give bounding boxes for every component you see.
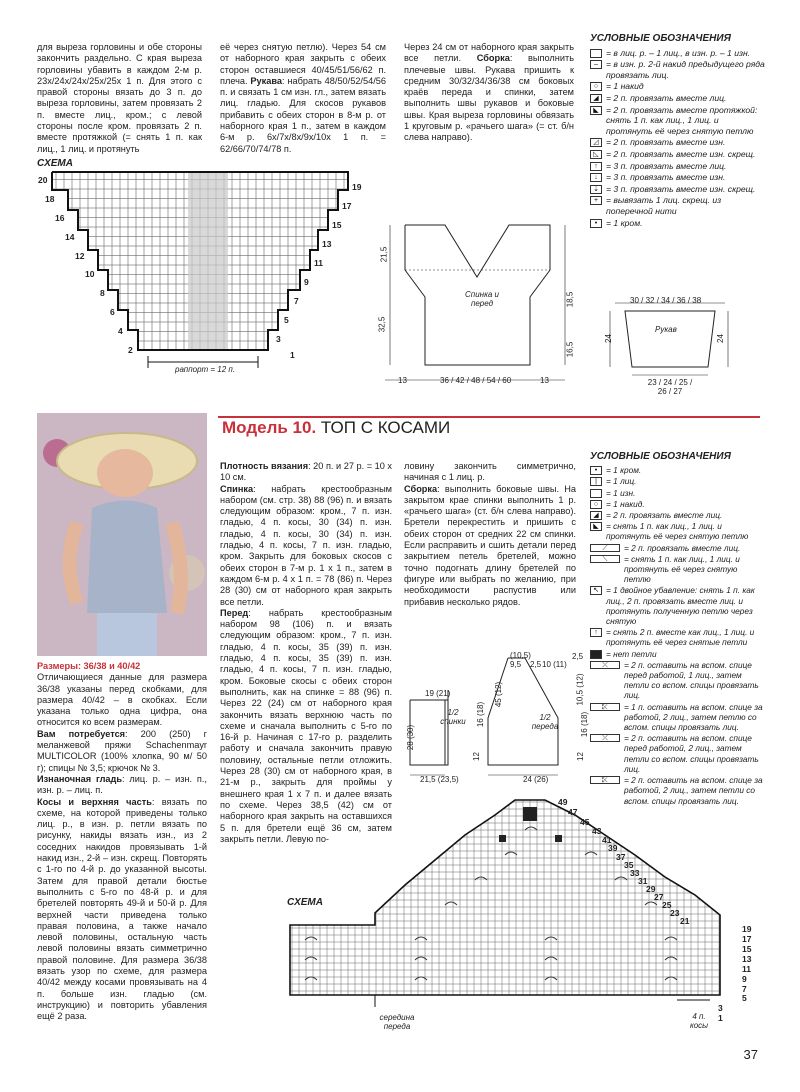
row-number: 14 <box>65 232 75 242</box>
row-number: 13 <box>742 954 752 964</box>
legend-text: = 1 накид <box>606 81 644 92</box>
dim-label: 32,5 <box>377 316 387 333</box>
row-number: 10 <box>85 269 95 279</box>
row-number: 23 <box>670 908 680 918</box>
dim-label: 16 (18) <box>476 701 486 728</box>
paragraph: : лиц. р. – изн. п., изн. р. – лиц. п. <box>37 773 207 796</box>
dim-label: 10 (11) <box>542 660 567 669</box>
row-number: 15 <box>742 944 752 954</box>
middle-text <box>220 461 392 845</box>
ssk-symbol-icon: ◣ <box>590 106 602 115</box>
row-number: 9 <box>742 974 747 984</box>
model-title <box>222 418 450 438</box>
dim-label: 45 (12) <box>494 681 504 708</box>
left-text <box>37 661 207 1023</box>
chart-1-grid <box>48 170 358 370</box>
row-number: 43 <box>592 826 602 836</box>
dim-label: 16,5 <box>565 341 575 358</box>
legend-text: = 3 п. провязать вместе изн. <box>606 172 726 183</box>
legend-text: = 3 п. провязать вместе лиц. <box>606 160 727 171</box>
row-number: 9 <box>304 277 309 287</box>
legend-text: = 3 п. провязать вместе изн. скрещ. <box>606 183 756 194</box>
dim-label: 21,5 (23,5) <box>420 775 459 784</box>
row-number: 45 <box>580 817 590 827</box>
legend-text: = 1 кром. <box>606 217 643 228</box>
dim-label: 21,5 <box>379 246 389 263</box>
dim-label: 13 <box>398 376 407 385</box>
purl-symbol-icon <box>590 489 602 498</box>
ssk-wide-symbol-icon: ⟍ <box>590 555 620 563</box>
paragraph: : вязать по схеме, на которой приведены только лиц. р., в изн. р. петли вязать по рисунку, накиды вязать изн., из 2 соседних накидов провязывать 1-й накид изн., 2-й – изн. скрещ. Повторять с 1-го по 4-й р. до указанной высоты. Затем для правой детали бюстье выполнить с 5-го по 48-й р. и для бретелей повторять 49-й и 50-й р. Для верхней части приведена только правая половина, а также начало левой половины, остальную часть левой половины вязать симметрично правой половине. Для размера 36/38 вязать узор по схеме, для размера 40/42 между косами провязывать на 4 п. больше изн. гладью (см. инструкцию) и повторить убавления ещё 2 раза. <box>37 796 207 1022</box>
body-label: Спинка и перед <box>465 290 499 308</box>
double-decrease-symbol-icon: ↖ <box>590 586 602 595</box>
row-number: 33 <box>630 868 640 878</box>
repeat-label: раппорт = 12 п. <box>175 365 236 374</box>
legend-text: = 1 накид. <box>606 498 645 509</box>
model-name: ТОП С КОСАМИ <box>316 418 451 437</box>
paragraph: : выполнить плечевые швы. Рукава пришить к средним 30/32/34/36/38 см боковых краёв переда и спинки, затем выполнить швы рукавов и боковые швы. Края выреза горловины обвязать 1 круговым р. «рачьего шага» (= ст. б/н слева направо). <box>404 53 574 143</box>
dim-label: 2,5 <box>572 652 584 661</box>
row-number: 3 <box>718 1003 723 1013</box>
legend-text: = вывязать 1 лиц. скрещ. из поперечной нити <box>606 195 722 216</box>
no-stitch-symbol-icon <box>590 650 602 659</box>
legend-title: УСЛОВНЫЕ ОБОЗНАЧЕНИЯ <box>590 451 731 462</box>
top-text-col3 <box>404 42 574 144</box>
legend-text: = 1 изн. <box>606 487 636 498</box>
section-label: Перед <box>220 607 249 618</box>
legend-text: = 2 п. провязать вместе изн. <box>606 137 726 148</box>
cdd-symbol-icon: ↑ <box>590 628 602 637</box>
section-label: Сборка <box>404 483 438 494</box>
dim-label: 28 (30) <box>406 724 416 751</box>
cable-width-label: 4 п. косы <box>689 1012 709 1030</box>
front-half-label: 1/2 переда <box>531 713 559 731</box>
page-number: 37 <box>743 1047 758 1062</box>
dim-label: 2,5 <box>530 660 542 669</box>
dim-label: 16 (18) <box>580 711 590 738</box>
row-number: 41 <box>602 835 612 845</box>
cable-back-symbol-icon: ⤪ <box>590 703 620 711</box>
p3tog-symbol-icon: ↓ <box>590 173 602 182</box>
row-number: 17 <box>342 201 352 211</box>
row-number: 11 <box>742 964 751 974</box>
ssk-symbol-icon: ◣ <box>590 522 602 531</box>
row-number: 1 <box>718 1013 723 1023</box>
knit-symbol-icon: | <box>590 477 602 486</box>
dim-label: 18,5 <box>565 291 575 308</box>
row-number: 29 <box>646 884 656 894</box>
back-half-label: 1/2 спинки <box>440 708 466 726</box>
row-number: 5 <box>742 993 747 1003</box>
legend-text: = 2 п. провязать вместе изн. скрещ. <box>606 148 756 159</box>
section-label: Плотность вязания <box>220 461 309 471</box>
row-number: 7 <box>742 984 747 994</box>
sleeve-label: Рукав <box>655 325 677 334</box>
legend-text: = нет петли <box>606 648 657 659</box>
row-number: 12 <box>75 251 85 261</box>
top-text-col1 <box>37 42 202 155</box>
cable-2x2-back-symbol-icon: ⤪ <box>590 776 620 784</box>
legend-text: = 2 п. провязать вместе протяжкой: снять 1 п. как лиц., 1 лиц. и протянуть её через снятую петлю <box>606 104 758 136</box>
k2tog-symbol-icon: ◢ <box>590 511 602 520</box>
paragraph: Отличающиеся данные для размера 36/38 указаны перед скобками, для размера 40/42 – в скобках. Если указана только одна цифра, она относится ко всем размерам. <box>37 672 207 728</box>
row-number: 16 <box>55 213 65 223</box>
dim-label: 12 <box>575 752 585 761</box>
sleeve-top-dim: 30 / 32 / 34 / 36 / 38 <box>630 296 702 305</box>
p3tog-tbl-symbol-icon: ⇣ <box>590 185 602 194</box>
section-label: Косы и верхняя часть <box>37 796 152 807</box>
paragraph: ловину закончить симметрично, начиная с 1 лиц. р. <box>404 461 576 483</box>
sizes-value: : 36/38 и 40/42 <box>77 661 141 671</box>
row-number: 2 <box>128 345 133 355</box>
k2tog-wide-symbol-icon: ⟋ <box>590 544 620 552</box>
legend-text: = снять 1 п. как лиц., 1 лиц. и протянуть её через снятую петлю <box>606 521 749 542</box>
row-number: 49 <box>558 797 568 807</box>
row-number: 18 <box>45 194 55 204</box>
paragraph: Через 24 см от наборного края закрыть все петли. <box>404 42 574 64</box>
paragraph: : 200 (250) г меланжевой пряжи Schachenmayr MULTICOLOR (100% хлопка, 90 м/ 50 г); спицы № 3,5; крючок № 3. <box>37 728 207 773</box>
row-number: 15 <box>332 220 342 230</box>
paragraph: : набрать крестообразным набором 98 (106) п. и вязать следующим образом: кром., 7 п. изн. гладью, 4 п. косы, 35 (39) п. изн. гладью, 4 п. косы, 35 (39) п. изн. гладью, 4 п. косы, 7 п. изн. гладью, кром. Боковые скосы с обеих сторон выполнить, как на спинке = 88 (96) п. Через 22 (24) см от наборного края закончить вязать верхнюю часть по схеме и сначала выполнить с 5-го по 16-й р. Начиная с 17-го р. разделить работу и сначала закончить правую половину, остальные петли отложить. Через 28 (30) см от наборного края, в 21-м р., закрыть для проймы у внешнего края 1 х 7 п. и далее вязать по схеме. Через 38,5 (42) см от наборного края закрыть на оставшихся 5 п. для бретели ещё 36 см, затем закрыть петли. Левую по- <box>220 607 392 844</box>
section-label: Сборка <box>476 53 510 64</box>
legend-text: = 2 п. оставить на вспом. спице перед работой, 2 лиц., затем петли со вспом. спицы провязать лиц. <box>624 733 759 774</box>
sleeve-side-dim: 24 <box>603 334 613 343</box>
sizes-label: Размеры <box>37 661 78 671</box>
top-schematic <box>400 650 590 780</box>
paragraph: для выреза горловины и обе стороны закончить раздельно. С края выреза горловины убавить в каждом 2-м р. 23х/24х/24х/25х/25х 1 п. Для этого с правой стороны вязать до 3 п. до выреза горловины, затем провязать 2 п. вместе лиц., кром.; с левой стороны после кром. провязать 2 п. вместе протяжкой (= снять 1 п. как лиц., 1 лиц. и протянуть <box>37 42 202 154</box>
section-label: Спинка <box>220 483 254 494</box>
legend-text: = 1 двойное убавление: снять 1 п. как лиц., 2 п. провязать вместе лиц. и протянуть полученную петлю через снятую <box>606 585 755 627</box>
center-front-label: середина переда <box>379 1013 415 1031</box>
legend-text: = в лиц. р. – 1 лиц., в изн. р. – 1 изн. <box>606 47 751 58</box>
dim-label: 9,5 <box>510 660 522 669</box>
legend-text: = 2 п. оставить на вспом. спице за работой, 2 лиц., затем петли со вспом. спицы провязать лиц. <box>624 775 763 806</box>
row-number: 20 <box>38 175 48 185</box>
chart-1-title: СХЕМА <box>37 158 73 169</box>
section-label: Вам потребуется <box>37 728 126 739</box>
edge-stitch-symbol-icon: • <box>590 466 602 475</box>
right-text <box>404 461 576 608</box>
paragraph: : выполнить боковые швы. На закрытом крае спинки выполнить 1 р. «рачьего шага» (ст. б/н слева направо). Бретели перекрестить и пришить с обеих сторон от средних 22 см спинки. Если расправить и сшить детали перед закрытием петель бретелей, можно точно подогнать длину бретелей по фигуре или выбрать по желанию, при необходимости распустив или прибавив несколько рядов. <box>404 483 576 607</box>
legend-1 <box>590 34 766 229</box>
legend-text: = 1 лиц. <box>606 476 637 487</box>
row-number: 35 <box>624 860 634 870</box>
legend-text: = 2 п. оставить на вспом. спице перед работой, 1 лиц., затем петли со вспом. спицы провязать лиц. <box>624 659 759 701</box>
legend-text: = 1 кром. <box>606 465 642 476</box>
row-number: 1 <box>290 350 295 360</box>
legend-text: = в изн. р. 2-й накид предыдущего ряда провязать лиц. <box>606 59 765 80</box>
section-label: Рукава <box>250 75 283 86</box>
row-number: 7 <box>294 296 299 306</box>
dim-label: (10,5) <box>510 651 531 660</box>
row-number: 27 <box>654 892 664 902</box>
row-number: 31 <box>638 876 648 886</box>
legend-text: = 1 п. оставить на вспом. спице за работой, 2 лиц., затем петлю со вспом. спицы провязать лиц. <box>624 701 763 733</box>
k3tog-symbol-icon: ↑ <box>590 162 602 171</box>
row-number: 6 <box>110 307 115 317</box>
paragraph: : 20 п. и 27 р. = 10 х 10 см. <box>220 461 392 483</box>
legend-text: = снять 2 п. вместе как лиц., 1 лиц. и протянуть её через снятые петли <box>606 627 755 648</box>
row-number: 8 <box>100 288 105 298</box>
legend-text: = 2 п. провязать вместе лиц. <box>606 510 723 521</box>
legend-text: = снять 1 п. как лиц., 1 лиц. и протянуть её через снятую петлю <box>624 553 740 585</box>
make-one-symbol-icon: + <box>590 196 602 205</box>
model-photo-illustration <box>37 413 207 656</box>
dim-label: 10,5 (12) <box>575 673 585 706</box>
k2tog-symbol-icon: ◢ <box>590 94 602 103</box>
edge-stitch-symbol-icon: • <box>590 219 602 228</box>
sleeve-bottom-dim: 23 / 24 / 25 / 26 / 27 <box>647 378 693 396</box>
row-number: 21 <box>680 916 690 926</box>
dim-label: 19 (21) <box>425 689 451 698</box>
knit-symbol-icon <box>590 49 602 58</box>
sleeve-side-dim: 24 <box>715 334 725 343</box>
row-number: 5 <box>284 315 289 325</box>
legend-text: = 2 п. провязать вместе лиц. <box>606 92 727 103</box>
model-number: Модель 10. <box>222 418 317 437</box>
paragraph: её через снятую петлю). Через 54 см от наборного края закрыть с обеих сторон оставшиеся 40/45/51/56/62 п. плеча. <box>220 42 386 86</box>
section-label: Изнаночная гладь <box>37 773 122 784</box>
legend-title: УСЛОВНЫЕ ОБОЗНАЧЕНИЯ <box>590 33 731 44</box>
top-text-col2 <box>220 42 386 155</box>
model-photo <box>37 413 207 656</box>
dim-label: 24 (26) <box>523 775 549 784</box>
paragraph: : набрать крестообразным набором (см. стр. 38) 88 (96) п. и вязать следующим образом: кром., 7 п. изн. гладью, 4 п. косы, 30 (34) п. изн. гладью, 4 п. косы, 30 (34) п. изн. гладью, 4 п. косы, 7 п. изн. гладью, кром. Закрыть для боковых скосов с обеих сторон в 7-м р. 1 х 1 п., затем в каждом 6-м р. 4 х 1 п. = 78 (86) п. Через 28 (30) см от наборного края закрыть все петли. <box>220 483 392 607</box>
chart-2-grid <box>285 795 755 1010</box>
p2tog-tbl-symbol-icon: ◺ <box>590 150 602 159</box>
row-number: 4 <box>118 326 123 336</box>
legend-text: = 2 п. провязать вместе лиц. <box>624 542 741 553</box>
legend-2 <box>590 452 766 807</box>
row-number: 3 <box>276 334 281 344</box>
dim-label: 13 <box>540 376 549 385</box>
row-number: 11 <box>314 258 323 268</box>
dim-label: 12 <box>471 752 481 761</box>
row-number: 39 <box>608 843 618 853</box>
yarn-over-symbol-icon: ○ <box>590 500 602 509</box>
dim-label: 36 / 42 / 48 / 54 / 60 <box>440 376 512 385</box>
row-number: 19 <box>352 182 362 192</box>
chart-2-title: СХЕМА <box>287 897 323 908</box>
row-number: 47 <box>568 807 578 817</box>
row-number: 13 <box>322 239 332 249</box>
row-number: 19 <box>742 924 752 934</box>
cable-2x2-front-symbol-icon: ⤫ <box>590 734 620 742</box>
p2tog-symbol-icon: ◿ <box>590 138 602 147</box>
cable-front-symbol-icon: ⤫ <box>590 661 620 669</box>
yarn-over-knit-symbol-icon: – <box>590 60 602 69</box>
yarn-over-symbol-icon: ○ <box>590 82 602 91</box>
row-number: 37 <box>616 852 626 862</box>
row-number: 25 <box>662 900 672 910</box>
paragraph: : набрать 48/50/52/54/56 п. и связать 1 см изн. гл., затем вязать лиц. гладью. Для скосов рукавов прибавить с обеих сторон в 8-м р. от наборного края 1 п., затем в каждом 6-м р. 6х/7х/8х/9х/10х 1 п. = 62/66/70/74/78 п. <box>220 75 386 154</box>
row-number: 17 <box>742 934 752 944</box>
